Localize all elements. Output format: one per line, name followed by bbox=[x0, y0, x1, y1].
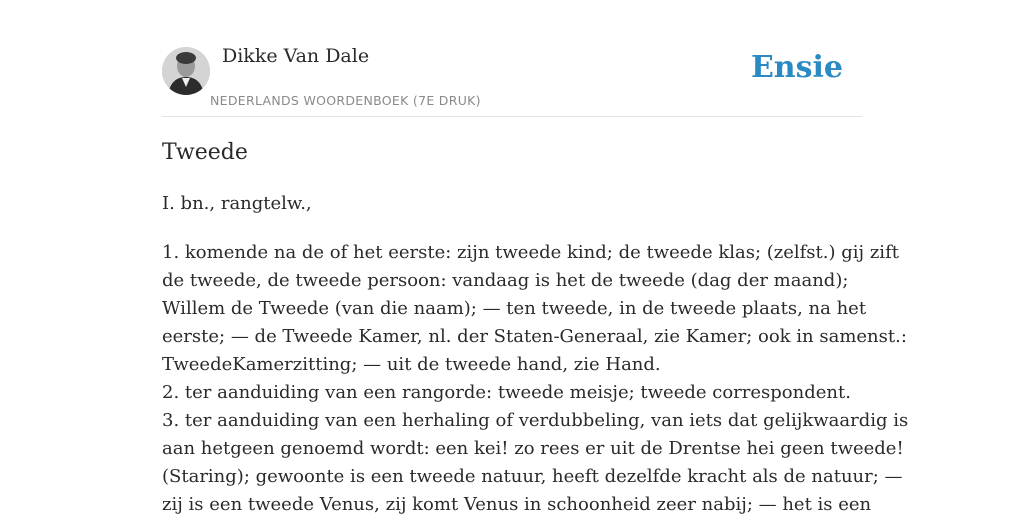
entry-title: Tweede bbox=[162, 140, 248, 165]
definition-line: TweedeKamerzitting; — uit de tweede hand, zie Hand. bbox=[162, 354, 661, 375]
definition-line: de tweede, de tweede persoon: vandaag is het de tweede (dag der maand); bbox=[162, 270, 849, 291]
author-name[interactable]: Dikke Van Dale bbox=[222, 45, 370, 67]
source-label[interactable]: NEDERLANDS WOORDENBOEK (7E DRUK) bbox=[210, 93, 481, 108]
definition-line: 2. ter aanduiding van een rangorde: tweede meisje; tweede correspondent. bbox=[162, 382, 851, 403]
definition-line: zij is een tweede Venus, zij komt Venus in schoonheid zeer nabij; — het is een bbox=[162, 494, 872, 515]
entry-header bbox=[162, 0, 862, 117]
entry-definition bbox=[162, 239, 909, 519]
ensie-logo-link[interactable]: Ensie bbox=[750, 50, 843, 85]
definition-line: Willem de Tweede (van die naam); — ten tweede, in de tweede plaats, na het bbox=[162, 298, 867, 319]
dictionary-card bbox=[162, 0, 909, 515]
entry-grammar: I. bn., rangtelw., bbox=[162, 193, 312, 214]
definition-line: 1. komende na de of het eerste: zijn tweede kind; de tweede klas; (zelfst.) gij zift bbox=[162, 242, 899, 263]
definition-line: (Staring); gewoonte is een tweede natuur, heeft dezelfde kracht als de natuur; — bbox=[162, 466, 903, 487]
definition-line: eerste; — de Tweede Kamer, nl. der Staten-Generaal, zie Kamer; ook in samenst.: bbox=[162, 326, 907, 347]
author-avatar[interactable] bbox=[162, 47, 210, 95]
portrait-icon bbox=[162, 47, 210, 95]
definition-line: aan hetgeen genoemd wordt: een kei! zo rees er uit de Drentse hei geen tweede! bbox=[162, 438, 904, 459]
definition-line: 3. ter aanduiding van een herhaling of verdubbeling, van iets dat gelijkwaardig is bbox=[162, 410, 909, 431]
